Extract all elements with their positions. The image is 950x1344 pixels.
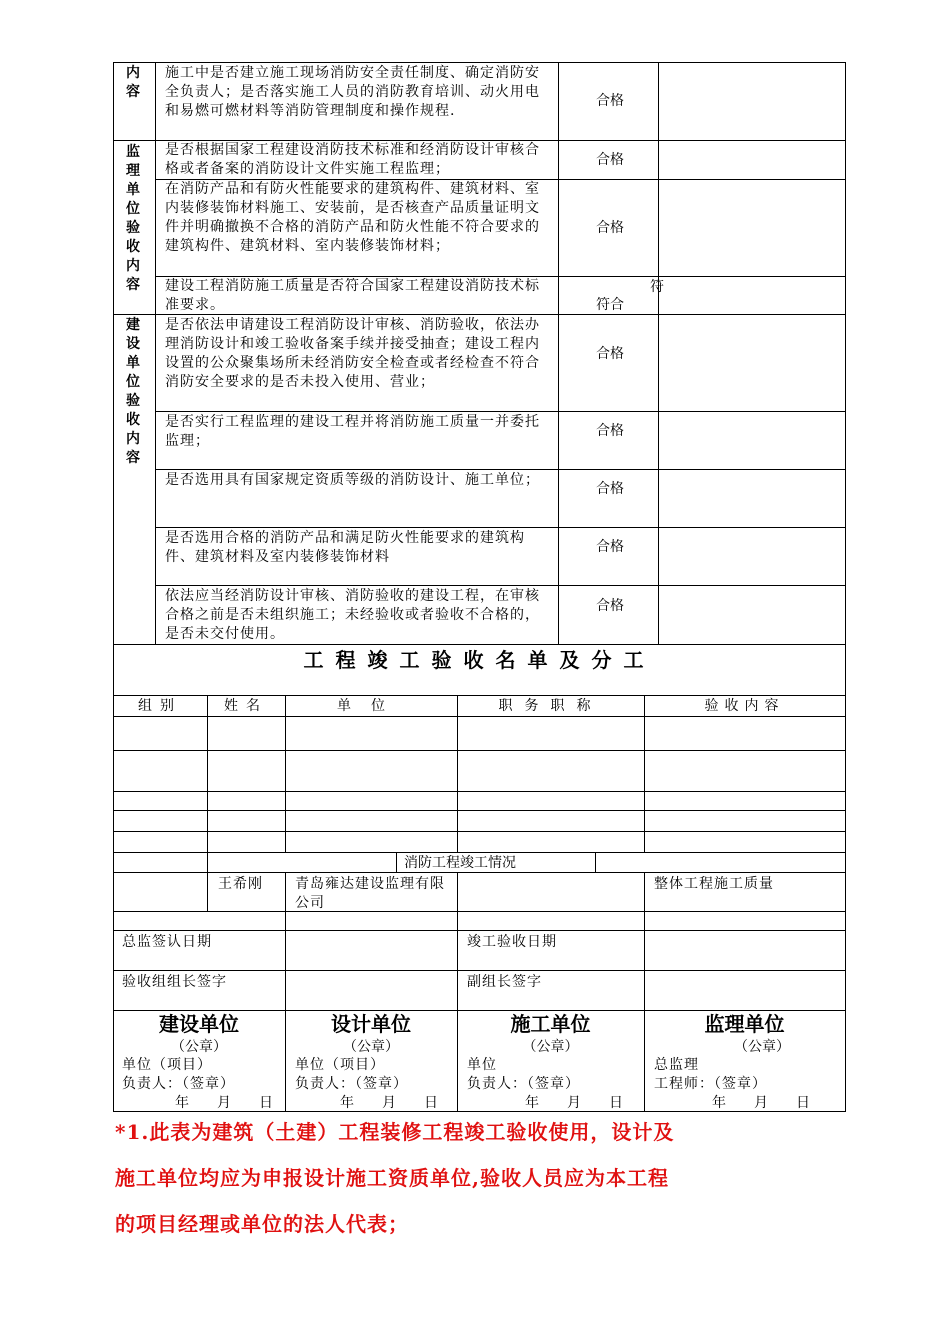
deputy-sign-label: 副组长签字	[467, 974, 542, 990]
category-top-fragment: 内容	[126, 65, 140, 100]
inspection-result: 合格	[596, 346, 624, 362]
seal-line2: 工程师：（签章）	[654, 1076, 767, 1092]
category-supervision: 监理单位验收内容	[126, 144, 140, 293]
seal-label: （公章）	[171, 1039, 227, 1055]
seal-line1: 单位（项目）	[122, 1057, 212, 1073]
inspection-item-text: 是否选用具有国家规定资质等级的消防设计、施工单位；	[165, 472, 540, 488]
inspection-item-text: 在消防产品和有防火性能要求的建筑构件、建筑材料、室内装修装饰材料施工、安装前，是否核查产品质量证明文件并明确撤换不合格的消防产品和防火性能不符合要求的建筑构件、建筑材料、室内装修装饰材料；	[165, 181, 540, 254]
inspection-item-text: 是否选用合格的消防产品和满足防火性能要求的建筑构件、建筑材料及室内装修装饰材料	[165, 530, 525, 565]
roster-entry-name: 王希刚	[218, 876, 263, 892]
inspection-item-text: 依法应当经消防设计审核、消防验收的建设工程，在审核合格之前是否未组织施工；未经验收或者验收不合格的，是否未交付使用。	[165, 588, 540, 642]
roster-header-group: 组别	[138, 698, 182, 714]
note-line: *1.此表为建筑（土建）工程装修工程竣工验收使用，设计及	[115, 1120, 675, 1144]
seal-title: 监理单位	[704, 1012, 785, 1036]
seal-title: 建设单位	[159, 1012, 239, 1036]
seal-line2: 负责人：（签章）	[122, 1076, 235, 1092]
inspection-result: 符合	[596, 297, 624, 313]
seal-title: 设计单位	[331, 1012, 411, 1036]
roster-title: 工程竣工验收名单及分工	[303, 648, 656, 672]
seal-date: 年 月 日	[525, 1095, 623, 1111]
inspection-item-text: 是否实行工程监理的建设工程并将消防施工质量一并委托监理；	[165, 414, 540, 449]
seal-line1: 总监理	[654, 1057, 699, 1073]
note-line: 的项目经理或单位的法人代表；	[115, 1212, 409, 1236]
seal-date: 年 月 日	[175, 1095, 273, 1111]
leader-sign-label: 验收组组长签字	[122, 974, 227, 990]
inspection-result: 合格	[596, 152, 624, 168]
chief-confirm-date-label: 总监签认日期	[122, 934, 212, 950]
roster-entry-unit: 青岛雍达建设监理有限公司	[295, 876, 445, 911]
inspection-result-stray-char: 符	[650, 279, 664, 295]
inspection-result: 合格	[596, 481, 624, 497]
roster-header-unit: 单位	[337, 698, 405, 714]
roster-header-title: 职务职称	[498, 698, 603, 714]
roster-header-name: 姓名	[224, 698, 268, 714]
seal-line2: 负责人：（签章）	[295, 1076, 408, 1092]
roster-header-content: 验收内容	[704, 698, 785, 714]
seal-date: 年 月 日	[712, 1095, 810, 1111]
seal-line1: 单位（项目）	[295, 1057, 385, 1073]
inspection-item-text: 施工中是否建立施工现场消防安全责任制度、确定消防安全负责人；是否落实施工人员的消防教育培训、动火用电和易燃可燃材料等消防管理制度和操作规程.	[165, 65, 540, 119]
inspection-result: 合格	[596, 423, 624, 439]
seal-line1: 单位	[467, 1057, 497, 1073]
seal-date: 年 月 日	[340, 1095, 438, 1111]
seal-line2: 负责人：（签章）	[467, 1076, 580, 1092]
inspection-result: 合格	[596, 539, 624, 555]
seal-title: 施工单位	[510, 1012, 591, 1036]
inspection-item-text: 建设工程消防施工质量是否符合国家工程建设消防技术标准要求。	[165, 278, 540, 313]
completion-date-label: 竣工验收日期	[467, 934, 557, 950]
seal-label: （公章）	[343, 1039, 399, 1055]
inspection-result: 合格	[596, 220, 624, 236]
seal-label: （公章）	[522, 1039, 579, 1055]
inspection-item-text: 是否依法申请建设工程消防设计审核、消防验收，依法办理消防设计和竣工验收备案手续并接受抽查；建设工程内设置的公众聚集场所未经消防安全检查或者经检查不符合消防安全要求的是否未投入使用、营业；	[165, 317, 540, 390]
seal-label: （公章）	[734, 1039, 790, 1055]
inspection-result: 合格	[596, 598, 624, 614]
roster-entry-content: 整体工程施工质量	[654, 876, 774, 892]
inspection-item-text: 是否根据国家工程建设消防技术标准和经消防设计审核合格或者备案的消防设计文件实施工程监理；	[165, 142, 540, 177]
fire-status-label: 消防工程竣工情况	[404, 855, 516, 871]
inspection-result: 合格	[596, 93, 624, 109]
note-line: 施工单位均应为申报设计施工资质单位,验收人员应为本工程	[115, 1166, 669, 1190]
category-construction: 建设单位验收内容	[126, 317, 140, 466]
